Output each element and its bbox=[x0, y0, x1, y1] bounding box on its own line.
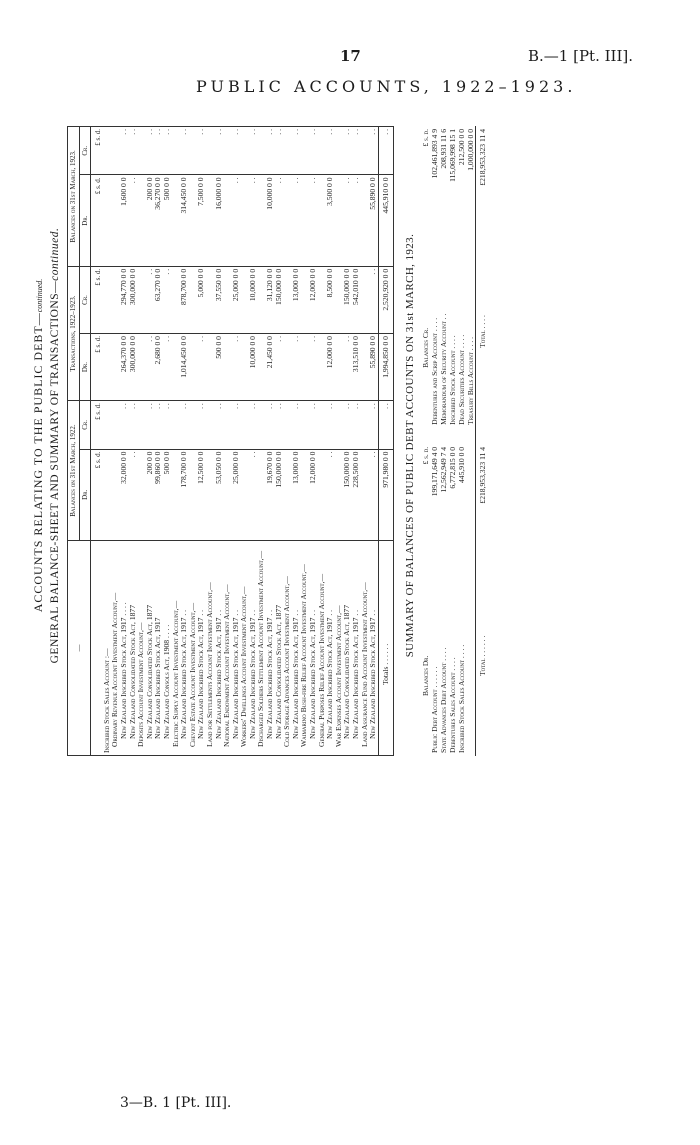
row-value bbox=[103, 401, 112, 449]
summary-cell: 445,910 0 0 bbox=[457, 446, 467, 483]
summary-table bbox=[421, 126, 487, 756]
page-number: 17 bbox=[340, 47, 361, 65]
summary-cell: Treasury Bills Account . . . . bbox=[466, 336, 476, 425]
row-value: . . bbox=[249, 401, 258, 449]
group-header-1923: Balances on 31st March, 1923. bbox=[68, 127, 80, 267]
row-value: 31,120 0 0 bbox=[266, 266, 275, 333]
totals-value: 445,910 0 0 bbox=[378, 175, 394, 266]
row-label: New Zealand Inscribed Stock Act, 1917 . . bbox=[266, 541, 275, 756]
row-value: . . bbox=[146, 127, 155, 175]
summary-cell: Public Debt Account . . . . . . bbox=[430, 666, 440, 753]
row-value: 150,000 0 0 bbox=[343, 266, 352, 333]
row-value bbox=[240, 175, 249, 266]
row-value: . . bbox=[129, 449, 138, 540]
row-value: . . bbox=[292, 401, 301, 449]
row-label: New Zealand Inscribed Stock Act, 1917 . . bbox=[180, 541, 189, 756]
row-value bbox=[103, 127, 112, 175]
summary-total-cell: Total . . . . . . bbox=[476, 549, 488, 756]
balance-sheet-table bbox=[67, 126, 394, 756]
row-value: 32,000 0 0 bbox=[120, 449, 129, 540]
summary-left-header: Balances Dr. bbox=[421, 655, 431, 696]
row-value: . . bbox=[197, 334, 206, 401]
row-value: 36,270 0 0 bbox=[154, 175, 163, 266]
row-value: . . bbox=[326, 449, 335, 540]
col-header-cr-1923: Cr. bbox=[79, 127, 91, 175]
summary-total-cell: £218,953,323 11 4 bbox=[476, 444, 488, 549]
row-value bbox=[283, 334, 292, 401]
row-value: . . bbox=[326, 401, 335, 449]
row-value: 10,000 0 0 bbox=[266, 175, 275, 266]
row-value: . . bbox=[309, 127, 318, 175]
summary-row bbox=[439, 126, 448, 756]
totals-row bbox=[378, 127, 394, 756]
row-value: 13,000 0 0 bbox=[292, 449, 301, 540]
row-value: 294,770 0 0 bbox=[120, 266, 129, 333]
summary-cell: 6,772,815 0 0 bbox=[448, 446, 458, 489]
row-value: . . bbox=[343, 401, 352, 449]
summary-cell: Dead Securities Account . . . . bbox=[457, 334, 467, 425]
main-heading: ACCOUNTS RELATING TO THE PUBLIC DEBT—continued. bbox=[31, 278, 45, 613]
units-cell: £ s. d. bbox=[91, 127, 103, 175]
row-value: 21,450 0 0 bbox=[266, 334, 275, 401]
col-header-cr-trans: Cr. bbox=[79, 266, 91, 333]
rotated-content bbox=[30, 113, 670, 778]
row-value: . . bbox=[232, 401, 241, 449]
row-value: 300,000 0 0 bbox=[129, 334, 138, 401]
row-value: 12,000 0 0 bbox=[309, 449, 318, 540]
summary-cell: 212,500 0 0 bbox=[457, 129, 467, 166]
row-value: 99,860 0 0 bbox=[154, 449, 163, 540]
row-value: 7,500 0 0 bbox=[197, 175, 206, 266]
row-value: 63,270 0 0 bbox=[154, 266, 163, 333]
row-value: 542,010 0 0 bbox=[352, 266, 361, 333]
summary-left-units: £ s. d. bbox=[421, 446, 431, 465]
row-value: . . bbox=[129, 127, 138, 175]
row-value: . . bbox=[343, 127, 352, 175]
summary-empty-cell bbox=[466, 444, 476, 549]
summary-total-cell: Total . . . . bbox=[476, 231, 488, 428]
row-value: . . bbox=[352, 127, 361, 175]
row-value bbox=[223, 334, 232, 401]
row-value: 200 0 0 bbox=[146, 449, 155, 540]
units-cell: £ s. d. bbox=[91, 266, 103, 333]
row-value: 10,000 0 0 bbox=[249, 334, 258, 401]
row-value: 178,700 0 0 bbox=[180, 449, 189, 540]
row-value: . . bbox=[154, 401, 163, 449]
row-label: Deposits Account Investment Account,— bbox=[137, 541, 146, 756]
col-header-dr-1922: Dr. bbox=[79, 449, 91, 540]
row-value: . . bbox=[249, 449, 258, 540]
row-value: . . bbox=[146, 401, 155, 449]
row-label: Ordinary Revenue Account Investment Account,— bbox=[111, 541, 120, 756]
row-value: . . bbox=[215, 127, 224, 175]
row-value: . . bbox=[292, 127, 301, 175]
summary-empty-cell bbox=[466, 549, 476, 756]
row-value: 314,450 0 0 bbox=[180, 175, 189, 266]
row-value: 228,500 0 0 bbox=[352, 449, 361, 540]
row-value: 1,600 0 0 bbox=[120, 175, 129, 266]
row-value: . . bbox=[275, 127, 284, 175]
col-header-dr-1923: Dr. bbox=[79, 175, 91, 266]
row-value: 500 0 0 bbox=[163, 449, 172, 540]
row-value: . . bbox=[369, 449, 378, 540]
summary-cell: 208,931 11 6 bbox=[439, 129, 449, 169]
row-value: . . bbox=[197, 127, 206, 175]
row-label: Cheviot Estate Account Investment Account,— bbox=[189, 541, 198, 756]
summary-cell: Inscribed Stock Account . . . . bbox=[448, 335, 458, 425]
summary-empty-cell bbox=[476, 428, 488, 444]
row-value: . . bbox=[120, 127, 129, 175]
row-value: 55,890 0 0 bbox=[369, 175, 378, 266]
totals-value: . . bbox=[378, 127, 394, 175]
row-label: New Zealand Inscribed Stock Act, 1917 . . bbox=[292, 541, 301, 756]
row-value: 1,014,450 0 0 bbox=[180, 334, 189, 401]
row-label: Waimarino Bush-fire Relief Account Investment Account,— bbox=[300, 541, 309, 756]
summary-cell: Debentures and Scrip Account . . . . bbox=[430, 317, 440, 425]
row-value bbox=[335, 334, 344, 401]
row-label: New Zealand Inscribed Stock Act, 1917 . . bbox=[215, 541, 224, 756]
row-label: National Endowment Account Investment Account,— bbox=[223, 541, 232, 756]
row-value: . . bbox=[215, 401, 224, 449]
row-value: 264,370 0 0 bbox=[120, 334, 129, 401]
row-label: New Zealand Inscribed Stock Act, 1917 . . bbox=[197, 541, 206, 756]
sub-heading: GENERAL BALANCE-SHEET AND SUMMARY OF TRANSACTIONS—continued. bbox=[49, 227, 61, 664]
units-cell: £ s. d. bbox=[91, 401, 103, 449]
row-label: Cold Storage Advances Account Investment Account,— bbox=[283, 541, 292, 756]
summary-cell: State Advances Debt Account . . . . bbox=[439, 647, 449, 753]
totals-value: 1,994,850 0 0 bbox=[378, 334, 394, 401]
description-header: — bbox=[68, 541, 91, 756]
row-label: New Zealand Inscribed Stock Act, 1917 . . bbox=[352, 541, 361, 756]
row-label: New Zealand Inscribed Stock Act, 1917 . . bbox=[232, 541, 241, 756]
row-label: Discharged Soldiers Settlement Account Investment Account,— bbox=[257, 541, 266, 756]
row-label: Land Assurance Fund Account Investment Account,— bbox=[361, 541, 370, 756]
row-value: 313,510 0 0 bbox=[352, 334, 361, 401]
summary-empty-cell bbox=[457, 428, 466, 444]
row-value: . . bbox=[163, 401, 172, 449]
row-value bbox=[103, 449, 112, 540]
row-value: . . bbox=[309, 401, 318, 449]
row-value: 12,000 0 0 bbox=[309, 266, 318, 333]
row-value: . . bbox=[266, 127, 275, 175]
summary-row bbox=[466, 126, 476, 756]
row-label: New Zealand Consolidated Stock Act, 1877 bbox=[129, 541, 138, 756]
row-value: . . bbox=[180, 401, 189, 449]
row-value: 2,680 0 0 bbox=[154, 334, 163, 401]
summary-cell: Debentures Sales Account . . . . bbox=[448, 657, 458, 753]
row-value bbox=[361, 449, 370, 540]
units-cell: £ s. d. bbox=[91, 449, 103, 540]
row-value: . . bbox=[343, 334, 352, 401]
row-label: New Zealand Inscribed Stock Act, 1917 . . bbox=[369, 541, 378, 756]
col-header-dr-trans: Dr. bbox=[79, 334, 91, 401]
row-value: . . bbox=[309, 334, 318, 401]
row-value bbox=[318, 449, 327, 540]
row-value bbox=[223, 175, 232, 266]
row-value: . . bbox=[197, 401, 206, 449]
row-value: . . bbox=[275, 334, 284, 401]
summary-row bbox=[457, 126, 466, 756]
row-label: New Zealand Consolidated Stock Act, 1877 bbox=[146, 541, 155, 756]
summary-cell: 1,000,000 0 0 bbox=[466, 129, 476, 171]
summary-total-cell: £218,953,323 11 4 bbox=[476, 126, 488, 231]
row-value: . . bbox=[120, 401, 129, 449]
row-label: New Zealand Inscribed Stock Act, 1917 . . bbox=[326, 541, 335, 756]
row-label: Electric Supply Account Investment Account,— bbox=[172, 541, 181, 756]
row-value: . . bbox=[249, 127, 258, 175]
row-label: New Zealand Consolidated Stock Act, 1877 bbox=[275, 541, 284, 756]
row-value bbox=[361, 266, 370, 333]
row-value: 37,550 0 0 bbox=[215, 266, 224, 333]
row-label: War Expenses Account Investment Account,— bbox=[335, 541, 344, 756]
row-value: 55,890 0 0 bbox=[369, 334, 378, 401]
summary-empty-cell bbox=[448, 428, 457, 444]
row-value bbox=[335, 175, 344, 266]
row-label: New Zealand Inscribed Stock Act, 1917 . . . . bbox=[120, 541, 129, 756]
row-value: 878,700 0 0 bbox=[180, 266, 189, 333]
row-label: New Zealand Consols Act, 1908 . . . . bbox=[163, 541, 172, 756]
row-label: New Zealand Inscribed Stock Act, 1917 . . bbox=[309, 541, 318, 756]
row-value: . . bbox=[180, 127, 189, 175]
table-row bbox=[369, 127, 378, 756]
summary-empty-cell bbox=[439, 428, 448, 444]
row-value: . . bbox=[292, 175, 301, 266]
summary-empty-cell bbox=[466, 428, 476, 444]
row-value: . . bbox=[232, 127, 241, 175]
totals-value: . . bbox=[378, 401, 394, 449]
summary-total-row bbox=[476, 126, 488, 756]
row-value: 12,500 0 0 bbox=[197, 449, 206, 540]
row-value: . . bbox=[369, 127, 378, 175]
row-value: . . bbox=[232, 334, 241, 401]
summary-cell: 102,461,893 4 9 bbox=[430, 129, 440, 179]
row-value: 53,050 0 0 bbox=[215, 449, 224, 540]
row-value: . . bbox=[352, 175, 361, 266]
summary-title: SUMMARY OF BALANCES OF PUBLIC DEBT ACCOUNTS ON 31st MARCH, 1923. bbox=[404, 233, 417, 658]
row-label: New Zealand Inscribed Stock Act, 1917 . . bbox=[249, 541, 258, 756]
summary-right-header: Balances Cr. bbox=[421, 327, 431, 368]
row-label: Land for Settlements Account Investment Account,— bbox=[206, 541, 215, 756]
row-label: New Zealand Inscribed Stock Act, 1917 bbox=[154, 541, 163, 756]
row-value: . . bbox=[369, 266, 378, 333]
row-label: Workers' Dwellings Account Investment Account,— bbox=[240, 541, 249, 756]
summary-cell: 115,069,998 15 1 bbox=[448, 129, 458, 182]
row-value: . . bbox=[129, 401, 138, 449]
row-value: 200 0 0 bbox=[146, 175, 155, 266]
series-reference: B.—1 [Pt. III]. bbox=[528, 47, 634, 65]
row-label: Inscribed Stock Sales Account :— bbox=[103, 541, 112, 756]
row-value: . . bbox=[309, 175, 318, 266]
row-value: 16,000 0 0 bbox=[215, 175, 224, 266]
row-value: . . bbox=[163, 127, 172, 175]
row-value: . . bbox=[292, 334, 301, 401]
group-header-1922: Balances on 31st March, 1922. bbox=[68, 401, 80, 541]
row-value: . . bbox=[326, 127, 335, 175]
row-value: . . bbox=[129, 175, 138, 266]
row-value: 19,670 0 0 bbox=[266, 449, 275, 540]
row-value bbox=[103, 266, 112, 333]
units-row bbox=[91, 127, 103, 756]
row-value: 12,000 0 0 bbox=[326, 334, 335, 401]
row-value bbox=[300, 175, 309, 266]
row-label: New Zealand Consolidated Stock Act, 1877 bbox=[343, 541, 352, 756]
totals-value: 2,520,920 0 0 bbox=[378, 266, 394, 333]
units-cell: £ s. d. bbox=[91, 334, 103, 401]
row-value bbox=[103, 334, 112, 401]
row-value: 3,500 0 0 bbox=[326, 175, 335, 266]
row-value: 150,000 0 0 bbox=[275, 266, 284, 333]
row-value bbox=[189, 334, 198, 401]
summary-cell: Inscribed Stock Sales Account . . . . bbox=[457, 644, 467, 753]
row-value bbox=[300, 334, 309, 401]
row-value: . . bbox=[343, 175, 352, 266]
col-header-cr-1922: Cr. bbox=[79, 401, 91, 449]
row-value: 500 0 0 bbox=[215, 334, 224, 401]
row-value bbox=[283, 175, 292, 266]
summary-row bbox=[448, 126, 457, 756]
row-value: . . bbox=[232, 175, 241, 266]
row-value: 10,000 0 0 bbox=[249, 266, 258, 333]
row-value: . . bbox=[146, 334, 155, 401]
row-value bbox=[240, 449, 249, 540]
row-value: 5,000 0 0 bbox=[197, 266, 206, 333]
row-value: . . bbox=[249, 175, 258, 266]
row-value: 25,000 0 0 bbox=[232, 449, 241, 540]
group-header-transactions: Transactions, 1922–1923. bbox=[68, 266, 80, 400]
row-label: General Purposes Relief Account Investment Account,— bbox=[318, 541, 327, 756]
row-value: . . bbox=[352, 401, 361, 449]
row-value: 150,000 0 0 bbox=[343, 449, 352, 540]
summary-cell: 12,562,949 7 4 bbox=[439, 446, 449, 493]
row-value bbox=[137, 334, 146, 401]
page-title: PUBLIC ACCOUNTS, 1922–1923. bbox=[196, 77, 577, 96]
row-value: . . bbox=[163, 266, 172, 333]
row-value: . . bbox=[266, 401, 275, 449]
row-value: 25,000 0 0 bbox=[232, 266, 241, 333]
row-value: 300,000 0 0 bbox=[129, 266, 138, 333]
row-value: . . bbox=[163, 334, 172, 401]
row-value: . . bbox=[369, 401, 378, 449]
summary-cell: Memorandum of Security Account . . bbox=[439, 313, 449, 425]
row-value: 13,000 0 0 bbox=[292, 266, 301, 333]
summary-row bbox=[430, 126, 439, 756]
row-value: . . bbox=[154, 127, 163, 175]
row-value: . . bbox=[275, 401, 284, 449]
footer-reference: 3—B. 1 [Pt. III]. bbox=[120, 1095, 232, 1111]
units-cell: £ s. d. bbox=[91, 175, 103, 266]
totals-label: Totals . . . . . . bbox=[378, 541, 394, 756]
row-value: 500 0 0 bbox=[163, 175, 172, 266]
summary-cell: 199,171,649 4 0 bbox=[430, 446, 440, 497]
row-value bbox=[103, 175, 112, 266]
totals-value: 971,980 0 0 bbox=[378, 449, 394, 540]
summary-right-units: £ s. d. bbox=[421, 129, 431, 147]
row-value: . . bbox=[146, 266, 155, 333]
row-value: . . bbox=[275, 175, 284, 266]
summary-empty-cell bbox=[430, 428, 439, 444]
row-value: 150,000 0 0 bbox=[275, 449, 284, 540]
row-value: 8,500 0 0 bbox=[326, 266, 335, 333]
row-value bbox=[137, 266, 146, 333]
